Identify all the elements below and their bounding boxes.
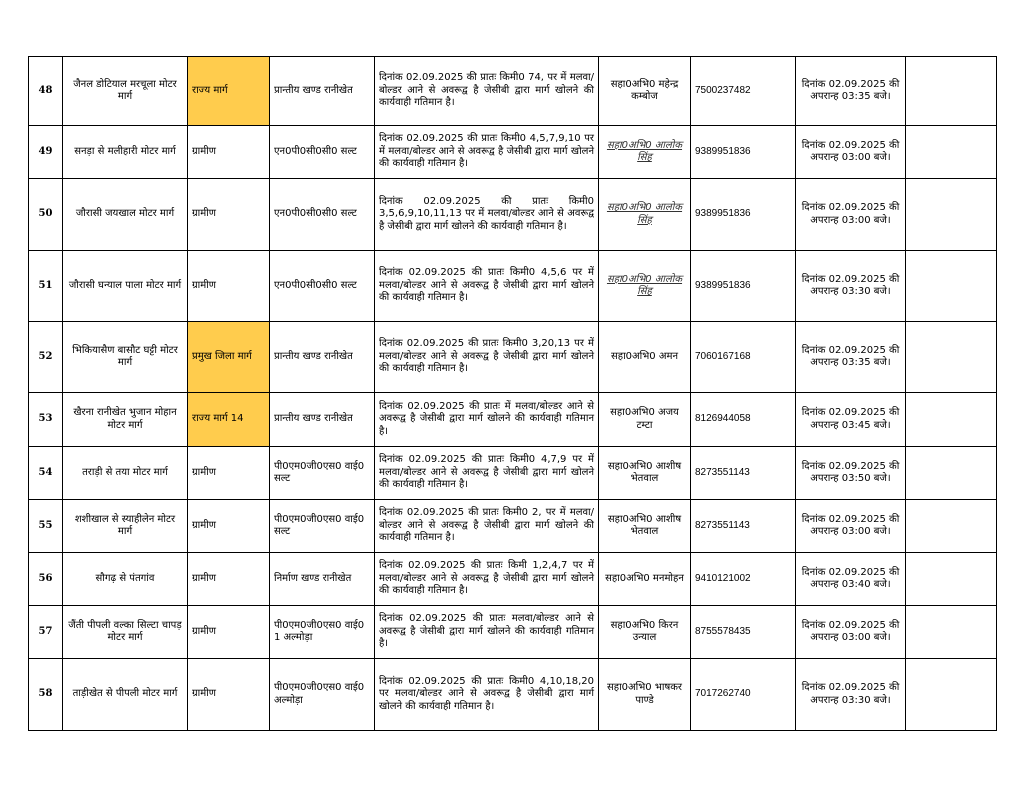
description-cell: दिनांक 02.09.2025 की प्रातः किमी0 4,7,9 पर में मलवा/बोल्डर आने से अवरूद्व है जेसीबी द्वारा मार्ग खोलने की कार्यवाही गतिमान है। xyxy=(375,447,599,500)
table-row xyxy=(29,500,997,553)
serial-number-cell: 55 xyxy=(29,500,63,553)
road-type-cell: ग्रामीण xyxy=(188,659,270,731)
road-type-cell: ग्रामीण xyxy=(188,553,270,606)
status-time-cell: दिनांक 02.09.2025 की अपरान्ह 03:35 बजे। xyxy=(796,57,906,126)
road-name-cell: जौरासी जयखाल मोटर मार्ग xyxy=(63,179,188,251)
serial-number-cell: 58 xyxy=(29,659,63,731)
serial-number-cell: 57 xyxy=(29,606,63,659)
description-cell: दिनांक 02.09.2025 की प्रातः किमी0 4,10,18,20 पर मलवा/बोल्डर आने से अवरूद्व है जेसीबी द्वारा मार्ग खोलने की कार्यवाही गतिमान है। xyxy=(375,659,599,731)
road-type-cell: ग्रामीण xyxy=(188,126,270,179)
remarks-cell xyxy=(906,57,997,126)
phone-cell: 7017262740 xyxy=(691,659,796,731)
serial-number-cell: 50 xyxy=(29,179,63,251)
table-row xyxy=(29,251,997,322)
officer-cell: सहा0अभि0 आलोक सिंह xyxy=(599,251,691,322)
officer-cell: सहा0अभि0 आशीष भेतवाल xyxy=(599,500,691,553)
serial-number-cell: 48 xyxy=(29,57,63,126)
phone-cell: 8273551143 xyxy=(691,500,796,553)
road-name-cell: खैरना रानीखेत भुजान मोहान मोटर मार्ग xyxy=(63,393,188,447)
road-name-cell: शशीखाल से स्याहीलेन मोटर मार्ग xyxy=(63,500,188,553)
road-name-cell: जैंती पीपली वल्का सिल्टा चापड़ मोटर मार्ग xyxy=(63,606,188,659)
phone-cell: 9389951836 xyxy=(691,126,796,179)
description-cell: दिनांक 02.09.2025 की प्रातः किमी 1,2,4,7 पर में मलवा/बोल्डर आने से अवरूद्व है जेसीबी द्वारा मार्ग खोलने की कार्यवाही गतिमान है। xyxy=(375,553,599,606)
table-row xyxy=(29,606,997,659)
officer-cell: सहा0अभि0 अजय टम्टा xyxy=(599,393,691,447)
description-cell: दिनांक 02.09.2025 की प्रातः किमी0 4,5,7,9,10 पर में मलवा/बोल्डर आने से अवरूद्व है जेसीबी द्वारा मार्ग खोलने की कार्यवाही गतिमान है। xyxy=(375,126,599,179)
road-type-cell: प्रमुख जिला मार्ग xyxy=(188,322,270,393)
table-row xyxy=(29,126,997,179)
division-cell: एन0पी0सी0सी0 सल्ट xyxy=(270,179,375,251)
division-cell: पी0एम0जी0एस0 वाई0 1 अल्मोड़ा xyxy=(270,606,375,659)
road-name-cell: भिकियासैण बासौट घट्टी मोटर मार्ग xyxy=(63,322,188,393)
officer-cell: सहा0अभि0 आलोक सिंह xyxy=(599,126,691,179)
road-type-cell: ग्रामीण xyxy=(188,606,270,659)
remarks-cell xyxy=(906,659,997,731)
officer-cell: सहा0अभि0 भाषकर पाण्डे xyxy=(599,659,691,731)
remarks-cell xyxy=(906,322,997,393)
road-name-cell: तराड़ी से तया मोटर मार्ग xyxy=(63,447,188,500)
phone-cell: 8126944058 xyxy=(691,393,796,447)
officer-cell: सहा0अभि0 किरन उन्याल xyxy=(599,606,691,659)
division-cell: एन0पी0सी0सी0 सल्ट xyxy=(270,251,375,322)
remarks-cell xyxy=(906,126,997,179)
status-time-cell: दिनांक 02.09.2025 की अपरान्ह 03:30 बजे। xyxy=(796,659,906,731)
document-page xyxy=(28,56,997,731)
phone-cell: 9410121002 xyxy=(691,553,796,606)
description-cell: दिनांक 02.09.2025 की प्रातः किमी0 74, पर में मलवा/बोल्डर आने से अवरूद्व है जेसीबी द्वारा मार्ग खोलने की कार्यवाही गतिमान है। xyxy=(375,57,599,126)
table-row xyxy=(29,393,997,447)
serial-number-cell: 53 xyxy=(29,393,63,447)
road-name-cell: सौगढ़ से पंतगांव xyxy=(63,553,188,606)
officer-cell: सहा0अभि0 मनमोहन xyxy=(599,553,691,606)
remarks-cell xyxy=(906,251,997,322)
phone-cell: 7060167168 xyxy=(691,322,796,393)
description-cell: दिनांक 02.09.2025 की प्रातः किमी0 2, पर में मलवा/बोल्डर आने से अवरूद्व है जेसीबी द्वारा मार्ग खोलने की कार्यवाही गतिमान है। xyxy=(375,500,599,553)
phone-cell: 7500237482 xyxy=(691,57,796,126)
division-cell: पी0एम0जी0एस0 वाई0 सल्ट xyxy=(270,447,375,500)
division-cell: पी0एम0जी0एस0 वाई0 सल्ट xyxy=(270,500,375,553)
serial-number-cell: 49 xyxy=(29,126,63,179)
division-cell: प्रान्तीय खण्ड रानीखेत xyxy=(270,322,375,393)
road-name-cell: जैनल डोटियाल मरचूला मोटर मार्ग xyxy=(63,57,188,126)
table-row xyxy=(29,447,997,500)
road-type-cell: राज्य मार्ग xyxy=(188,57,270,126)
road-type-cell: ग्रामीण xyxy=(188,500,270,553)
status-time-cell: दिनांक 02.09.2025 की अपरान्ह 03:00 बजे। xyxy=(796,126,906,179)
serial-number-cell: 51 xyxy=(29,251,63,322)
status-time-cell: दिनांक 02.09.2025 की अपरान्ह 03:00 बजे। xyxy=(796,179,906,251)
serial-number-cell: 54 xyxy=(29,447,63,500)
road-type-cell: ग्रामीण xyxy=(188,447,270,500)
division-cell: निर्माण खण्ड रानीखेत xyxy=(270,553,375,606)
division-cell: पी0एम0जी0एस0 वाई0 अल्मोड़ा xyxy=(270,659,375,731)
table-body xyxy=(29,57,997,731)
remarks-cell xyxy=(906,447,997,500)
remarks-cell xyxy=(906,606,997,659)
phone-cell: 8273551143 xyxy=(691,447,796,500)
road-type-cell: राज्य मार्ग 14 xyxy=(188,393,270,447)
table-row xyxy=(29,179,997,251)
status-time-cell: दिनांक 02.09.2025 की अपरान्ह 03:00 बजे। xyxy=(796,500,906,553)
status-time-cell: दिनांक 02.09.2025 की अपरान्ह 03:45 बजे। xyxy=(796,393,906,447)
road-status-table xyxy=(28,56,997,731)
road-type-cell: ग्रामीण xyxy=(188,251,270,322)
remarks-cell xyxy=(906,393,997,447)
remarks-cell xyxy=(906,179,997,251)
officer-cell: सहा0अभि0 महेन्द्र कम्बोज xyxy=(599,57,691,126)
officer-cell: सहा0अभि0 अमन xyxy=(599,322,691,393)
status-time-cell: दिनांक 02.09.2025 की अपरान्ह 03:50 बजे। xyxy=(796,447,906,500)
division-cell: प्रान्तीय खण्ड रानीखेत xyxy=(270,57,375,126)
status-time-cell: दिनांक 02.09.2025 की अपरान्ह 03:40 बजे। xyxy=(796,553,906,606)
serial-number-cell: 56 xyxy=(29,553,63,606)
description-cell: दिनांक 02.09.2025 की प्रातः मलवा/बोल्डर आने से अवरूद्व है जेसीबी द्वारा मार्ग खोलने की कार्यवाही गतिमान है। xyxy=(375,606,599,659)
phone-cell: 9389951836 xyxy=(691,251,796,322)
officer-cell: सहा0अभि0 आलोक सिंह xyxy=(599,179,691,251)
description-cell: दिनांक 02.09.2025 की प्रातः किमी0 3,5,6,9,10,11,13 पर में मलवा/बोल्डर आने से अवरूद्व है जेसीबी द्वारा मार्ग खोलने की कार्यवाही गतिमान है। xyxy=(375,179,599,251)
officer-cell: सहा0अभि0 आशीष भेतवाल xyxy=(599,447,691,500)
table-row xyxy=(29,553,997,606)
division-cell: एन0पी0सी0सी0 सल्ट xyxy=(270,126,375,179)
description-cell: दिनांक 02.09.2025 की प्रातः में मलवा/बोल्डर आने से अवरूद्व है जेसीबी द्वारा मार्ग खोलने की कार्यवाही गतिमान है। xyxy=(375,393,599,447)
description-cell: दिनांक 02.09.2025 की प्रातः किमी0 4,5,6 पर में मलवा/बोल्डर आने से अवरूद्व है जेसीबी द्वारा मार्ग खोलने की कार्यवाही गतिमान है। xyxy=(375,251,599,322)
description-cell: दिनांक 02.09.2025 की प्रातः किमी0 3,20,13 पर में मलवा/बोल्डर आने से अवरूद्व है जेसीबी द्वारा मार्ग खोलने की कार्यवाही गतिमान है। xyxy=(375,322,599,393)
road-type-cell: ग्रामीण xyxy=(188,179,270,251)
division-cell: प्रान्तीय खण्ड रानीखेत xyxy=(270,393,375,447)
status-time-cell: दिनांक 02.09.2025 की अपरान्ह 03:00 बजे। xyxy=(796,606,906,659)
road-name-cell: ताड़ीखेत से पीपली मोटर मार्ग xyxy=(63,659,188,731)
table-row xyxy=(29,659,997,731)
remarks-cell xyxy=(906,553,997,606)
serial-number-cell: 52 xyxy=(29,322,63,393)
status-time-cell: दिनांक 02.09.2025 की अपरान्ह 03:35 बजे। xyxy=(796,322,906,393)
phone-cell: 8755578435 xyxy=(691,606,796,659)
road-name-cell: सनड़ा से मलीहारी मोटर मार्ग xyxy=(63,126,188,179)
road-name-cell: जौरासी घन्याल पाला मोटर मार्ग xyxy=(63,251,188,322)
table-row xyxy=(29,57,997,126)
status-time-cell: दिनांक 02.09.2025 की अपरान्ह 03:30 बजे। xyxy=(796,251,906,322)
phone-cell: 9389951836 xyxy=(691,179,796,251)
table-row xyxy=(29,322,997,393)
remarks-cell xyxy=(906,500,997,553)
